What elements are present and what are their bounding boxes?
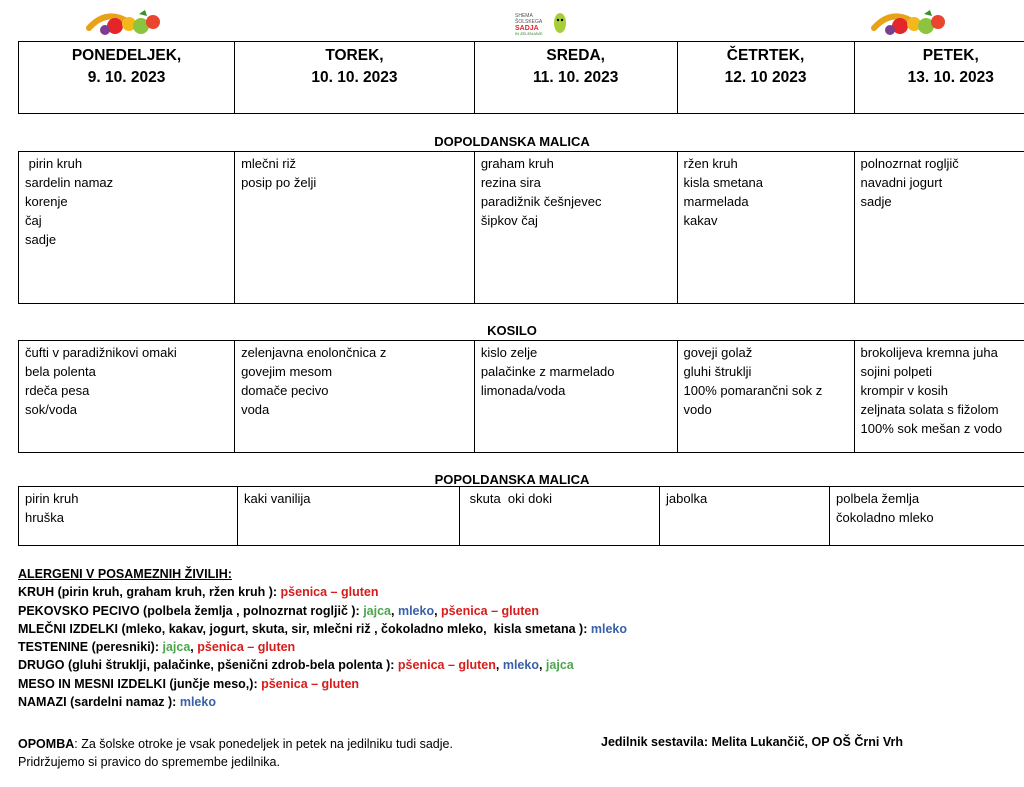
allergen-lines: [18, 583, 627, 711]
day-date: 12. 10 2023: [724, 69, 807, 86]
menu-item: navadni jogurt: [860, 175, 943, 190]
menu-item: vodo: [683, 402, 712, 417]
allergen-value: jajca: [545, 658, 574, 673]
menu-item: mlečni riž: [241, 156, 296, 171]
lunch-cell: [19, 341, 235, 453]
allergen-value: mleko: [179, 695, 216, 710]
morning-cell: [19, 152, 235, 304]
allergens-block: [18, 565, 627, 711]
allergen-value: jajca: [162, 640, 191, 655]
allergen-line: [18, 693, 627, 711]
menu-item: sadje: [25, 232, 57, 247]
days-header-table: [18, 41, 1024, 114]
menu-item: graham kruh: [480, 156, 554, 171]
section-title-afternoon: POPOLDANSKA MALICA: [434, 472, 590, 487]
menu-item: 100% sok mešan z vodo: [860, 421, 1003, 436]
allergen-value: pšenica – gluten: [441, 603, 539, 618]
allergen-food-group: NAMAZI (sardelni namaz ):: [18, 695, 180, 710]
day-name: SREDA,: [546, 47, 605, 64]
allergen-value: pšenica – gluten: [261, 676, 360, 691]
allergen-value: pšenica – gluten: [280, 585, 379, 600]
day-header-cell: [854, 42, 1024, 114]
menu-item: gluhi štruklji: [683, 364, 752, 379]
note-line-1: [18, 735, 453, 753]
day-header-cell: [677, 42, 854, 114]
day-date: 11. 10. 2023: [533, 69, 619, 86]
allergen-value: ,: [538, 658, 546, 673]
menu-item: goveji golaž: [683, 345, 753, 360]
allergen-value: ,: [434, 603, 442, 618]
afternoon-cell: [19, 487, 238, 546]
lunch-cell: [474, 341, 677, 453]
allergen-line: [18, 638, 627, 656]
day-header-cell: [235, 42, 475, 114]
menu-item: čokoladno mleko: [836, 510, 934, 525]
allergens-title: ALERGENI V POSAMEZNIH ŽIVILIH:: [18, 567, 232, 581]
school-fruit-scheme-logo: [513, 10, 573, 36]
menu-item: marmelada: [683, 194, 749, 209]
morning-row: [19, 152, 1024, 304]
afternoon-cell: [238, 487, 460, 546]
lunch-table: [18, 340, 1024, 453]
menu-item: brokolijeva kremna juha: [860, 345, 998, 360]
allergen-food-group: TESTENINE (peresniki):: [18, 640, 163, 655]
author-credit: Jedilnik sestavila: Melita Lukančič, OP OŠ Črni Vrh: [601, 735, 903, 749]
menu-item: kakav: [683, 213, 718, 228]
morning-cell: [854, 152, 1024, 304]
allergen-value: ,: [190, 640, 198, 655]
menu-item: zelenjavna enolončnica z: [241, 345, 387, 360]
allergen-value: jajca: [363, 603, 391, 618]
menu-item: rdeča pesa: [25, 383, 90, 398]
menu-item: kaki vanilija: [244, 491, 311, 506]
day-header-cell: [19, 42, 235, 114]
menu-item: hruška: [25, 510, 65, 525]
menu-item: sardelin namaz: [25, 175, 114, 190]
fruit-vegetable-logo-left: [85, 8, 165, 36]
day-date: 13. 10. 2023: [907, 69, 994, 86]
menu-item: paradižnik češnjevec: [480, 194, 602, 209]
menu-item: sadje: [860, 194, 892, 209]
day-name: TOREK,: [325, 47, 384, 64]
morning-table: [18, 151, 1024, 304]
menu-item: kislo zelje: [480, 345, 538, 360]
allergen-value: pšenica – gluten: [397, 658, 496, 673]
note-text-1: : Za šolske otroke je vsak ponedeljek in petek na jedilniku tudi sadje.: [74, 737, 453, 751]
svg-text:ŠOLSKEGA: ŠOLSKEGA: [515, 19, 543, 25]
svg-text:SADJA: SADJA: [515, 25, 539, 32]
menu-item: rezina sira: [480, 175, 541, 190]
allergen-line: [18, 602, 627, 620]
day-name: ČETRTEK,: [726, 47, 805, 64]
svg-text:IN ZELENJAVE: IN ZELENJAVE: [515, 31, 543, 36]
allergen-value: ,: [391, 603, 398, 618]
menu-item: ržen kruh: [683, 156, 738, 171]
afternoon-row: [19, 487, 1024, 546]
lunch-cell: [677, 341, 854, 453]
menu-item: šipkov čaj: [480, 213, 538, 228]
fruit-vegetable-logo-right: [870, 8, 950, 36]
note-label: OPOMBA: [18, 737, 75, 751]
allergen-value: pšenica – gluten: [197, 640, 296, 655]
allergen-food-group: PEKOVSKO PECIVO (polbela žemlja , polnozrnat rogljič ):: [18, 603, 364, 618]
allergen-value: mleko: [502, 658, 539, 673]
day-date: 9. 10. 2023: [87, 69, 166, 86]
allergen-line: [18, 620, 627, 638]
menu-item: palačinke z marmelado: [480, 364, 615, 379]
allergen-value: ,: [495, 658, 503, 673]
menu-item: čaj: [25, 213, 42, 228]
allergen-food-group: MLEČNI IZDELKI (mleko, kakav, jogurt, skuta, sir, mlečni riž , čokoladno mleko, kisla smetana ):: [18, 621, 591, 636]
day-header-cell: [474, 42, 677, 114]
lunch-cell: [235, 341, 475, 453]
menu-item: bela polenta: [25, 364, 96, 379]
menu-item: polnozrnat rogljič: [860, 156, 959, 171]
section-title-lunch: KOSILO: [487, 323, 537, 338]
menu-item: polbela žemlja: [836, 491, 920, 506]
morning-cell: [474, 152, 677, 304]
morning-cell: [235, 152, 475, 304]
allergen-food-group: MESO IN MESNI IZDELKI (junčje meso,):: [18, 676, 262, 691]
day-name: PONEDELJEK,: [71, 47, 182, 64]
morning-cell: [677, 152, 854, 304]
menu-item: posip po želji: [241, 175, 317, 190]
afternoon-cell: [830, 487, 1024, 546]
menu-item: skuta oki doki: [466, 491, 552, 506]
lunch-cell: [854, 341, 1024, 453]
note-block: [18, 735, 453, 771]
menu-item: pirin kruh: [25, 491, 79, 506]
menu-item: zeljnata solata s fižolom: [860, 402, 999, 417]
allergen-line: [18, 675, 627, 693]
allergen-line: [18, 583, 627, 601]
note-line-2: Pridržujemo si pravico do spremembe jedilnika.: [18, 755, 280, 769]
allergen-food-group: DRUGO (gluhi štruklji, palačinke, pšenični zdrob-bela polenta ):: [18, 658, 398, 673]
afternoon-cell: [660, 487, 830, 546]
menu-item: kisla smetana: [683, 175, 764, 190]
menu-item: pirin kruh: [25, 156, 83, 171]
menu-item: sok/voda: [25, 402, 78, 417]
menu-item: sojini polpeti: [860, 364, 933, 379]
menu-item: domače pecivo: [241, 383, 329, 398]
allergen-value: mleko: [590, 621, 627, 636]
menu-item: voda: [241, 402, 270, 417]
allergen-food-group: KRUH (pirin kruh, graham kruh, ržen kruh ):: [18, 585, 281, 600]
afternoon-table: [18, 486, 1024, 546]
menu-item: čufti v paradižnikovi omaki: [25, 345, 177, 360]
menu-item: krompir v kosih: [860, 383, 948, 398]
menu-item: 100% pomarančni sok z: [683, 383, 823, 398]
menu-item: govejim mesom: [241, 364, 333, 379]
svg-text:SHEMA: SHEMA: [515, 13, 533, 19]
allergen-value: mleko: [397, 603, 435, 618]
day-date: 10. 10. 2023: [311, 69, 398, 86]
section-title-morning: DOPOLDANSKA MALICA: [434, 134, 590, 149]
afternoon-cell: [460, 487, 660, 546]
day-name: PETEK,: [922, 47, 979, 64]
menu-item: limonada/voda: [480, 383, 566, 398]
menu-item: korenje: [25, 194, 68, 209]
menu-item: jabolka: [666, 491, 708, 506]
lunch-row: [19, 341, 1024, 453]
allergen-line: [18, 656, 627, 674]
days-row: [19, 42, 1024, 114]
